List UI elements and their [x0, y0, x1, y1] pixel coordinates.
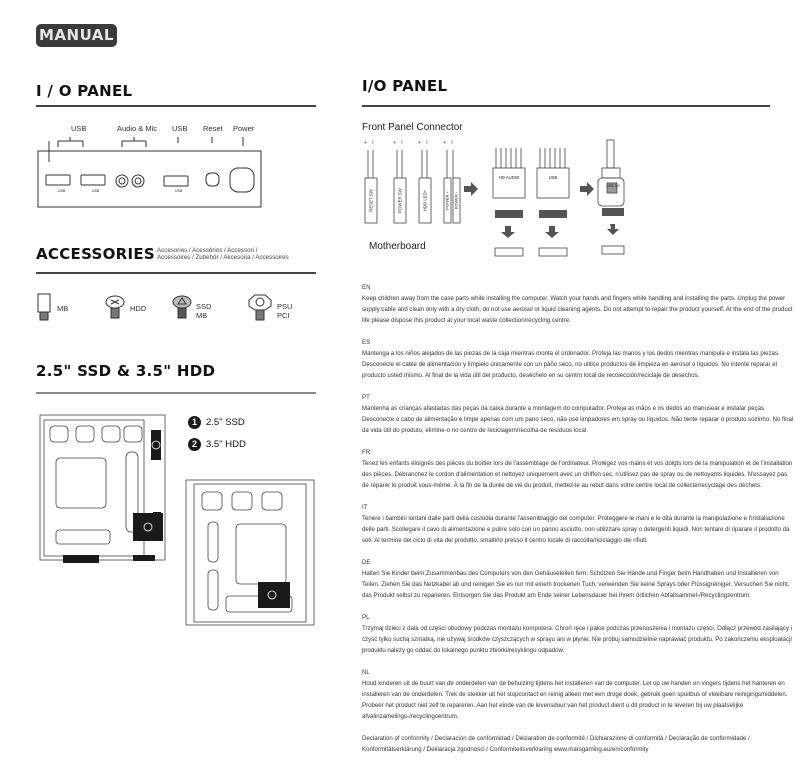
- section-text: Keep children away from the case parts while installing the computer. Watch your hands and fingers while handling and installing the parts. Unplug the power supply cable and clean only with a dry cloth, do not use aerosol or liquid cleaning agents. Do not attempt to repair the product yourself. At the end of the product life please dispose this product at your local waste collection/recycling centre.: [362, 295, 793, 324]
- section-text: Trzymaj dzieci z dala od części obudowy podczas montażu komputera. Chroń ręce i palce podczas przenoszenia i montażu części. Odłącz przewód zasilający i czyść tylko suchą szmatką, nie używaj środków czyszczących w sprayu ani w płynie. Nie próbuj samodzielnie naprawiać produktu. Po zakończeniu eksploatacji produktu należy go oddać do lokalnego punktu zbiórki/recyklingu odpadów.: [362, 625, 792, 654]
- legend-number: 1: [188, 416, 201, 429]
- section-nl: [362, 667, 794, 722]
- safety-text: [362, 282, 794, 766]
- hdd-screw-icon: [106, 296, 124, 318]
- divider: [362, 105, 770, 107]
- wire-label: POWER -: [453, 191, 459, 210]
- ssd-screw-icon: [173, 296, 191, 318]
- section-pt: [362, 392, 794, 436]
- section-text: Tenere i bambini lontani dalle parti della custodia durante l'assemblaggio del computer. Proteggere le mani e le dita durante la manipolazione e l'installazione delle parti. Scollegare il cavo di alimentazione e pulire solo con un panno asciutto, non utilizzare spray o detergenti liquidi. Non tentare di riparare il prodotto da soli. Al termine del ciclo di vita del prodotto, smaltirlo presso il centro locale di raccolta/riciclaggio dei rifiuti.: [362, 515, 790, 544]
- io-label-usb: USB: [172, 124, 188, 133]
- front-panel-connector-title: Front Panel Connector: [362, 122, 463, 133]
- io-label-reset: Reset: [203, 124, 223, 133]
- standoff-icon: [38, 294, 50, 320]
- section-pl: [362, 612, 794, 656]
- section-en: [362, 282, 794, 326]
- case-diagrams: [36, 412, 321, 627]
- front-panel-diagram: [360, 138, 660, 260]
- header-label-hd-audio: HD AUDIO: [498, 175, 520, 180]
- polarity-label: + I: [418, 140, 430, 146]
- lang-code: ES: [362, 339, 371, 346]
- io-panel-diagram: [36, 134, 266, 214]
- screw-label-psu-pci: [277, 302, 292, 320]
- lang-code: EN: [362, 284, 371, 291]
- label: MB: [196, 311, 208, 320]
- lang-code: PT: [362, 394, 370, 401]
- usb3-label: USB 3.0: [606, 184, 620, 188]
- divider: [36, 272, 316, 274]
- lang-code: PL: [362, 614, 370, 621]
- port-label: USB: [92, 189, 100, 193]
- section-it: [362, 502, 794, 546]
- section-fr: [362, 447, 794, 491]
- polarity-label: + I: [393, 140, 405, 146]
- lang-code: DE: [362, 559, 371, 566]
- right-io-title: I/O PANEL: [362, 77, 448, 95]
- wire-label: HDD LED+: [422, 189, 428, 212]
- lang-code: FR: [362, 449, 371, 456]
- drive-title: 2.5" SSD & 3.5" HDD: [36, 362, 216, 380]
- screw-label-hdd: HDD: [130, 304, 147, 313]
- wire-label: POWER SW: [397, 188, 403, 213]
- accessories-title: ACCESSORIES: [36, 245, 156, 263]
- motherboard-label: Motherboard: [369, 241, 426, 252]
- label: PCI: [277, 311, 290, 320]
- io-label-power: Power: [233, 124, 255, 133]
- polarity-label: + I: [443, 140, 455, 146]
- screw-label-ssd-mb: [196, 302, 211, 320]
- header-label-usb: USB: [548, 175, 558, 180]
- wire-label: RESET SW: [368, 189, 374, 212]
- wire-label: POWER +: [444, 191, 450, 210]
- section-text: Mantenha as crianças afastadas das peças da caixa durante a montagem do computador. Proteja as mãos e os dedos ao manusear e instalar peças. Desconecte o cabo de alimentação e limpe apenas com um pano seco, não use limpadores em spray ou líquidos. Não tente reparar o produto sozinho. No final da vida útil do produto, elimine-o no centro de reciclagem/recolha de resíduos local.: [362, 405, 794, 434]
- conformity-text: Declaration of conformity / Declaración de conformidad / Déclaration de conformité / Dichiarazione di conformità / Declaração de conformidade / Konformitätserklärung / Deklaracja zgodności / Conformiteitsverklaring www.marsgaming.eu/en/conformity: [362, 735, 750, 753]
- legend-number: 2: [188, 438, 201, 451]
- section-es: [362, 337, 794, 381]
- section-text: Houd kinderen uit de buurt van de onderdelen van de behuizing tijdens het installeren van de computer. Let op uw handen en vingers tijdens het hanteren en installeren van de onderdelen. Trek de stekker uit het stopcontact en reinig alleen met een droge doek, gebruik geen spuitbus of vloeibare reinigingsmiddelen. Probeer het product niet zelf te repareren. Aan het einde van de levensduur van het product dient u dit product in te leveren bij uw plaatselijke afvalinzamelings-/recyclingcentrum.: [362, 680, 788, 720]
- lang-code: NL: [362, 669, 370, 676]
- io-label-audio-mic: Audio & Mic: [117, 124, 158, 133]
- accessories-sub-line: Accesorios / Acessórios / Accessori /: [157, 247, 258, 254]
- screw-label-mb: MB: [57, 304, 69, 313]
- legend-ssd: 2.5" SSD: [206, 417, 245, 428]
- section-text: Mantenga a los niños alejados de las piezas de la caja mientras monta el ordenador. Proteja las manos y los dedos mientras manipula e instala las piezas. Desconecte el cable de alimentación y límpielo únicamente con un paño seco, no utilice productos de limpieza en aerosol o líquidos. No intente reparar el producto usted mismo. Al final de la vida útil del producto, deséchelo en su centro local de recolección/reciclaje de desechos.: [362, 350, 780, 379]
- section-de: [362, 557, 794, 601]
- divider: [36, 392, 316, 394]
- divider: [36, 105, 316, 107]
- label: PSU: [277, 302, 293, 311]
- label: SSD: [196, 302, 212, 311]
- port-label: USB: [58, 189, 66, 193]
- section-text: Tenez les enfants éloignés des pièces du boîtier lors de l'assemblage de l'ordinateur. Protégez vos mains et vos doigts lors de la manipulation et de l'installation des pièces. Débranchez le cordon d'alimentation et nettoyez uniquement avec un chiffon sec, n'utilisez pas de spray ou de nettoyants liquides. N'essayez pas de réparer le produit vous-même. À la fin de la durée de vie du produit, mettez-le au rebut dans votre centre local de collecte/recyclage des déchets.: [362, 460, 793, 489]
- accessories-translations: [157, 247, 289, 261]
- lang-code: IT: [362, 504, 368, 511]
- legend-hdd: 3.5" HDD: [206, 439, 246, 450]
- io-panel-title: I / O PANEL: [36, 82, 133, 100]
- manual-badge: MANUAL: [36, 24, 117, 47]
- section-text: Halten Sie Kinder beim Zusammenbau des Computers von den Gehäuseteilen fern. Schützen Sie Hände und Finger beim Handhaben und Installieren von Teilen. Ziehen Sie das Netzkabel ab und reinigen Sie es nur mit einem trockenen Tuch, verwenden Sie keine Sprays oder Flüssigreiniger. Versuchen Sie nicht, das Produkt selbst zu reparieren. Entsorgen Sie das Produkt am Ende seiner Lebensdauer bei Ihrem örtlichen Abfallsammel-/Recyclingzentrum.: [362, 570, 790, 599]
- polarity-label: + I: [364, 140, 376, 146]
- accessories-sub-line: Accessoires / Zubehör / Akcesoria / Accessoires: [157, 254, 289, 261]
- psu-screw-icon: [245, 292, 275, 332]
- port-label: USB: [175, 189, 183, 193]
- io-label-usb: USB: [71, 124, 87, 133]
